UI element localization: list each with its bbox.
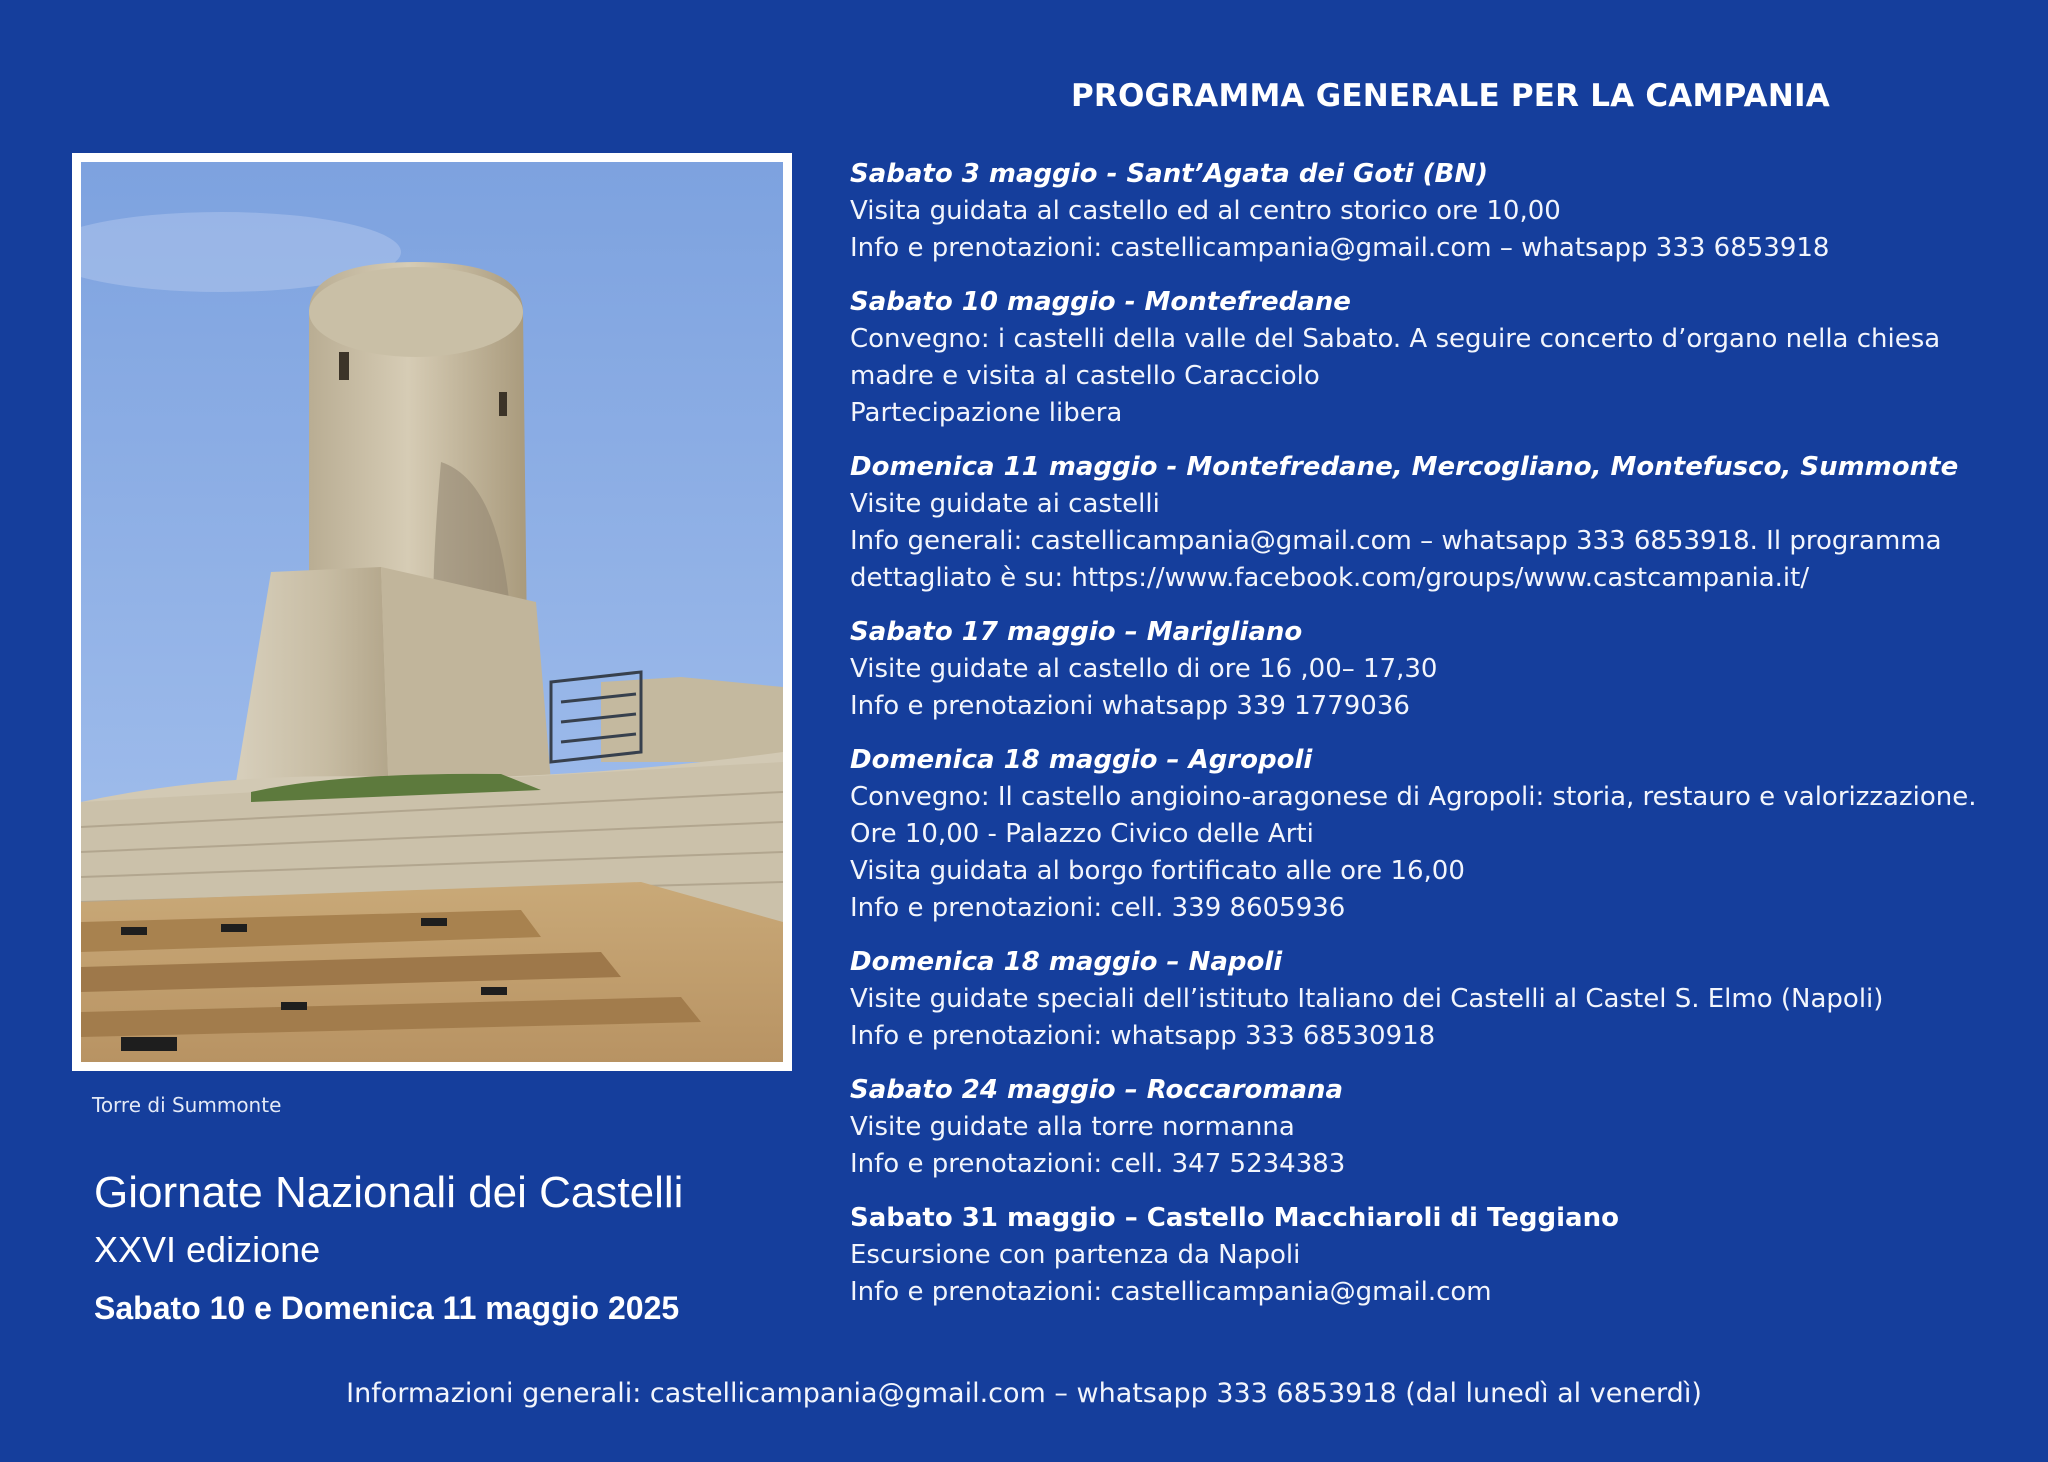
- entry-line: Visite guidate alla torre normanna: [850, 1112, 1295, 1142]
- entry-heading: Domenica 18 maggio – Agropoli: [850, 745, 1313, 775]
- entry-heading: Sabato 31 maggio – Castello Macchiaroli di Teggiano: [850, 1203, 1619, 1233]
- entry-heading: Domenica 11 maggio - Montefredane, Mercogliano, Montefusco, Summonte: [850, 452, 1959, 482]
- entry-heading: Domenica 18 maggio – Napoli: [850, 947, 1283, 977]
- entry-line: Info e prenotazioni: castellicampania@gmail.com: [850, 1277, 1492, 1307]
- program-entry: [850, 284, 2010, 432]
- general-info-footer: Informazioni generali: castellicampania@gmail.com – whatsapp 333 6853918 (dal lunedì al venerdì): [346, 1378, 1702, 1409]
- program-entry: [850, 156, 2010, 267]
- entry-line: dettagliato è su: https://www.facebook.com/groups/www.castcampania.it/: [850, 563, 1810, 593]
- entry-line: Info e prenotazioni: cell. 347 5234383: [850, 1149, 1346, 1179]
- entry-line: Convegno: i castelli della valle del Sabato. A seguire concerto d’organo nella chiesa: [850, 324, 1941, 354]
- program-list: [850, 156, 2010, 1328]
- entry-line: madre e visita al castello Caracciolo: [850, 361, 1320, 391]
- entry-line: Visita guidata al castello ed al centro storico ore 10,00: [850, 196, 1561, 226]
- event-dates: Sabato 10 e Domenica 11 maggio 2025: [94, 1290, 680, 1326]
- entry-heading: Sabato 17 maggio – Marigliano: [850, 617, 1303, 647]
- entry-line: Info e prenotazioni: whatsapp 333 68530918: [850, 1021, 1436, 1051]
- program-entry: [850, 1072, 2010, 1183]
- tower-photo-frame: [72, 153, 792, 1071]
- entry-line: Visite guidate ai castelli: [850, 489, 1160, 519]
- entry-line: Ore 10,00 - Palazzo Civico delle Arti: [850, 819, 1314, 849]
- program-heading: PROGRAMMA GENERALE PER LA CAMPANIA: [1071, 78, 1830, 114]
- event-title-block: [94, 1164, 683, 1338]
- entry-heading: Sabato 24 maggio – Roccaromana: [850, 1075, 1344, 1105]
- program-entry: [850, 449, 2010, 597]
- entry-line: Info e prenotazioni: cell. 339 8605936: [850, 893, 1346, 923]
- event-title: Giornate Nazionali dei Castelli: [94, 1168, 684, 1217]
- entry-line: Partecipazione libera: [850, 398, 1123, 428]
- entry-line: Visite guidate speciali dell’istituto Italiano dei Castelli al Castel S. Elmo (Napoli): [850, 984, 1884, 1014]
- entry-line: Escursione con partenza da Napoli: [850, 1240, 1301, 1270]
- program-entry: [850, 742, 2010, 927]
- entry-heading: Sabato 3 maggio - Sant’Agata dei Goti (BN): [850, 159, 1488, 189]
- entry-line: Visita guidata al borgo fortificato alle ore 16,00: [850, 856, 1465, 886]
- photo-caption: Torre di Summonte: [92, 1093, 282, 1117]
- program-entry: [850, 1200, 2010, 1311]
- program-entry: [850, 614, 2010, 725]
- entry-line: Info e prenotazioni: castellicampania@gmail.com – whatsapp 333 6853918: [850, 233, 1830, 263]
- event-edition: XXVI edizione: [94, 1229, 321, 1270]
- entry-line: Visite guidate al castello di ore 16 ,00– 17,30: [850, 654, 1438, 684]
- tower-photo: [81, 162, 783, 1062]
- entry-line: Info e prenotazioni whatsapp 339 1779036: [850, 691, 1410, 721]
- entry-line: Convegno: Il castello angioino-aragonese di Agropoli: storia, restauro e valorizzazione.: [850, 782, 1977, 812]
- entry-heading: Sabato 10 maggio - Montefredane: [850, 287, 1351, 317]
- entry-line: Info generali: castellicampania@gmail.com – whatsapp 333 6853918. Il programma: [850, 526, 1942, 556]
- program-entry: [850, 944, 2010, 1055]
